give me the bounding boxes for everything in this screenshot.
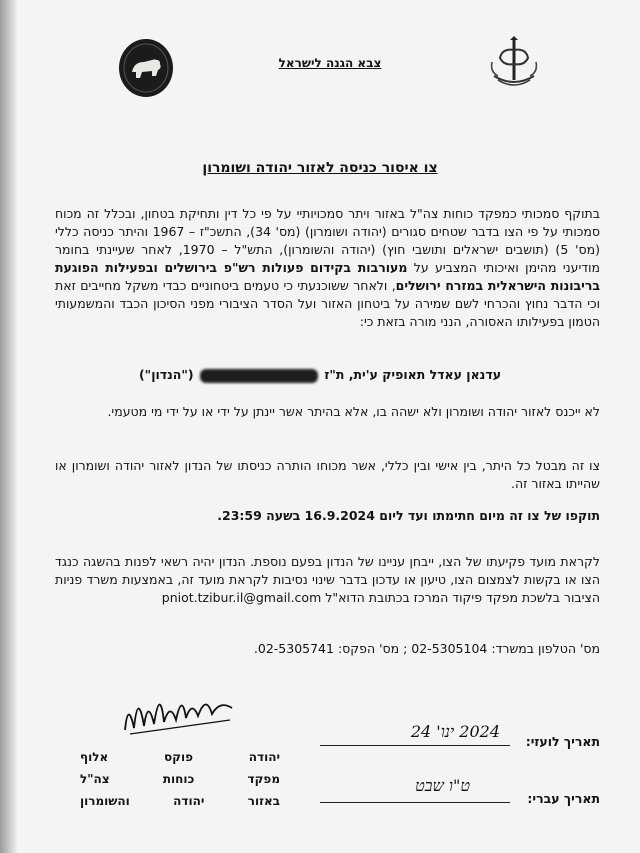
validity-paragraph: [55, 507, 600, 525]
cancellation-text: צו זה מבטל כל היתר, בין אישי ובין כללי, אשר מכוחו הותרה כניסתו של הנדון לאזור יהודה ושומרון או שהייתו באזור זה.: [55, 458, 600, 491]
signatory-cell: אלוף: [80, 750, 109, 764]
signatory-cell: כוחות: [162, 772, 195, 786]
redaction-block: [200, 369, 318, 383]
order-paragraph: [55, 403, 600, 421]
signatory-cell: יהודה: [173, 794, 205, 808]
hebrew-date-line: [320, 802, 510, 803]
contact-text: מס' הטלפון במשרד: 02-5305104 ; מס' הפקס: 02-5305741.: [253, 641, 600, 656]
accused-line: [0, 367, 640, 383]
preamble-paragraph: [55, 205, 600, 331]
gregorian-date-label: תאריך לועזי:: [525, 734, 600, 749]
preamble-bold: מעורבות בקידום פעולות רש"פ בירושלים ובפעילות הפוגעת בריבונות הישראלית במזרח ירושלים: [55, 260, 601, 293]
signatory-row: [80, 750, 280, 772]
signatory-cell: צה"ל: [80, 772, 110, 786]
gregorian-date-value: 2024 ינו' 24: [410, 722, 500, 741]
document-title: צו איסור כניסה לאזור יהודה ושומרון: [202, 160, 438, 176]
appeal-text: לקראת מועד פקיעתו של הצו, ייבחן עניינו של הנדון בפעם נוספת. הנדון יהיה רשאי לפנות בהשגה כנגד הצו או בקשות לצמצום הצו, טיעון או עדכון בדבר שינוי נסיבות לקראת מועד זה, באמצעות משרד פניות הציבור בלשכת מפקד פיקוד המרכז בכתובת הדוא"ל pniot.tzibur.il@gmail.com: [55, 554, 600, 605]
accused-suffix: ("הנדון"): [138, 367, 194, 382]
contact-paragraph: [55, 640, 600, 658]
header-title: צבא הגנה לישראל: [278, 56, 382, 70]
signatory-row: [80, 772, 280, 794]
signatory-cell: מפקד: [247, 772, 280, 786]
lion-emblem-icon: [118, 38, 174, 98]
signatory-block: [80, 750, 280, 816]
page-edge-shadow: [0, 0, 18, 853]
hebrew-date-value: ט"ו שבט: [415, 776, 470, 795]
validity-text: תוקפו של צו זה מיום חתימתו ועד ליום 16.9.2024 בשעה 23:59.: [217, 508, 600, 523]
signatory-cell: פוקס: [164, 750, 194, 764]
preamble-text-a: בתוקף סמכותי כמפקד כוחות צה"ל באזור ויתר סמכויותיי על פי כל דין ותחיקת בטחון, ובכלל זה מכוח סמכותי על פי הצו בדבר שטחים סגורים (יהודה ושומרון) (מס' 34), התשכ"ז – 1967 והיתר כניסה כללי (מס' 5) (תושבים ישראלים ותושבי חוץ) (יהודה והשומרון), התש"ל – 1970, לאחר שעיינתי בחומר מודיעני מהימן ואיכותי המצביע על: [55, 206, 600, 275]
accused-name: עדנאן עאדל תאופיק ע'ית, ת"ז: [324, 367, 502, 382]
preamble-text-b: , ולאחר ששוכנעתי כי טעמים ביטחוניים כבדי משקל מחייבים זאת וכי הדבר נחוץ והכרחי לשם שמירה על ביטחון האזור ועל הסדר הציבורי מפני הסיכון הכבד והמשמעותי הטמון בפעילותו האסורה, הנני מורה בזאת כי:: [55, 278, 600, 329]
signatory-cell: יהודה: [248, 750, 280, 764]
hebrew-date-label: תאריך עברי:: [527, 791, 600, 806]
signatory-row: [80, 794, 280, 816]
appeal-paragraph: [55, 553, 600, 607]
signatory-cell: באזור: [247, 794, 280, 808]
handwritten-signature: [120, 680, 240, 740]
order-text: לא ייכנס לאזור יהודה ושומרון ולא ישהה בו, אלא בהיתר אשר יינתן על ידי או על ידי מי מטעמי.: [107, 404, 600, 419]
idf-emblem-icon: [484, 36, 544, 92]
cancellation-paragraph: [55, 457, 600, 493]
gregorian-date-line: [320, 745, 510, 746]
signatory-cell: והשומרון: [80, 794, 130, 808]
